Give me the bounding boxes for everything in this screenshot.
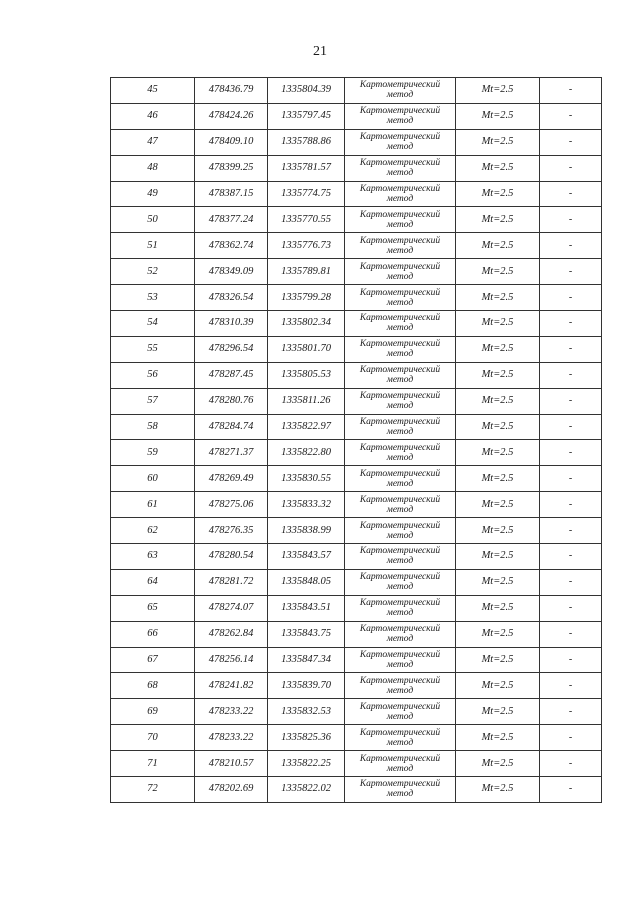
y-coordinate-cell: 1335802.34 <box>268 311 345 337</box>
method-line-2: метод <box>386 660 414 671</box>
note-cell: - <box>540 725 602 751</box>
accuracy-cell: Mt=2.5 <box>456 285 540 311</box>
method-line-2: метод <box>386 556 414 567</box>
x-coordinate-cell: 478233.22 <box>195 699 268 725</box>
note-cell: - <box>540 233 602 259</box>
y-coordinate-cell: 1335804.39 <box>268 78 345 104</box>
x-coordinate-cell: 478377.24 <box>195 207 268 233</box>
note-cell: - <box>540 414 602 440</box>
y-coordinate-cell: 1335830.55 <box>268 466 345 492</box>
method-line-2: метод <box>386 349 414 360</box>
method-cell <box>345 362 456 388</box>
y-coordinate-cell: 1335822.02 <box>268 777 345 803</box>
method-cell <box>345 336 456 362</box>
table-row <box>111 388 602 414</box>
y-coordinate-cell: 1335822.80 <box>268 440 345 466</box>
point-number-cell: 66 <box>111 621 195 647</box>
accuracy-cell: Mt=2.5 <box>456 699 540 725</box>
accuracy-cell: Mt=2.5 <box>456 78 540 104</box>
note-cell: - <box>540 595 602 621</box>
table-row <box>111 414 602 440</box>
accuracy-cell: Mt=2.5 <box>456 207 540 233</box>
method-line-1: Картометрический <box>359 442 441 453</box>
point-number-cell: 50 <box>111 207 195 233</box>
note-cell: - <box>540 777 602 803</box>
method-line-2: метод <box>386 142 414 153</box>
accuracy-cell: Mt=2.5 <box>456 751 540 777</box>
method-line-1: Картометрический <box>359 572 441 583</box>
x-coordinate-cell: 478310.39 <box>195 311 268 337</box>
method-line-1: Картометрический <box>359 391 441 402</box>
y-coordinate-cell: 1335797.45 <box>268 103 345 129</box>
method-line-2: метод <box>386 504 414 515</box>
point-number-cell: 67 <box>111 647 195 673</box>
method-cell <box>345 155 456 181</box>
table-row <box>111 647 602 673</box>
method-line-1: Картометрический <box>359 339 441 350</box>
x-coordinate-cell: 478262.84 <box>195 621 268 647</box>
note-cell: - <box>540 285 602 311</box>
method-cell <box>345 492 456 518</box>
method-line-2: метод <box>386 194 414 204</box>
note-cell: - <box>540 155 602 181</box>
method-line-1: Картометрический <box>359 132 441 143</box>
x-coordinate-cell: 478424.26 <box>195 103 268 129</box>
method-cell <box>345 751 456 777</box>
method-line-2: метод <box>386 219 414 230</box>
coordinates-table <box>110 77 602 803</box>
table-row <box>111 207 602 233</box>
table-row <box>111 440 602 466</box>
accuracy-cell: Mt=2.5 <box>456 544 540 570</box>
method-line-2: метод <box>386 608 414 619</box>
point-number-cell: 53 <box>111 285 195 311</box>
y-coordinate-cell: 1335789.81 <box>268 259 345 285</box>
y-coordinate-cell: 1335847.34 <box>268 647 345 673</box>
method-cell <box>345 103 456 129</box>
y-coordinate-cell: 1335774.75 <box>268 181 345 207</box>
method-line-2: метод <box>386 582 414 593</box>
method-line-1: Картометрический <box>359 494 441 505</box>
point-number-cell: 57 <box>111 388 195 414</box>
method-line-1: Картометрический <box>359 209 441 220</box>
point-number-cell: 61 <box>111 492 195 518</box>
method-cell <box>345 699 456 725</box>
method-cell <box>345 207 456 233</box>
accuracy-cell: Mt=2.5 <box>456 388 540 414</box>
y-coordinate-cell: 1335843.75 <box>268 621 345 647</box>
point-number-cell: 45 <box>111 78 195 104</box>
y-coordinate-cell: 1335781.57 <box>268 155 345 181</box>
point-number-cell: 47 <box>111 129 195 155</box>
point-number-cell: 72 <box>111 777 195 803</box>
method-cell <box>345 647 456 673</box>
method-line-1: Картометрический <box>359 158 441 169</box>
accuracy-cell: Mt=2.5 <box>456 362 540 388</box>
point-number-cell: 69 <box>111 699 195 725</box>
x-coordinate-cell: 478387.15 <box>195 181 268 207</box>
point-number-cell: 52 <box>111 259 195 285</box>
method-line-2: метод <box>386 634 414 645</box>
method-line-1: Картометрический <box>359 650 441 661</box>
x-coordinate-cell: 478326.54 <box>195 285 268 311</box>
x-coordinate-cell: 478269.49 <box>195 466 268 492</box>
method-line-2: метод <box>386 401 414 412</box>
point-number-cell: 65 <box>111 595 195 621</box>
method-line-2: метод <box>386 168 414 179</box>
point-number-cell: 49 <box>111 181 195 207</box>
table-row <box>111 544 602 570</box>
table-row <box>111 78 602 104</box>
table-row <box>111 311 602 337</box>
accuracy-cell: Mt=2.5 <box>456 647 540 673</box>
note-cell: - <box>540 207 602 233</box>
accuracy-cell: Mt=2.5 <box>456 233 540 259</box>
table-row <box>111 751 602 777</box>
method-cell <box>345 388 456 414</box>
note-cell: - <box>540 259 602 285</box>
method-line-1: Картометрический <box>359 779 441 790</box>
x-coordinate-cell: 478271.37 <box>195 440 268 466</box>
note-cell: - <box>540 311 602 337</box>
accuracy-cell: Mt=2.5 <box>456 181 540 207</box>
accuracy-cell: Mt=2.5 <box>456 414 540 440</box>
note-cell: - <box>540 78 602 104</box>
accuracy-cell: Mt=2.5 <box>456 466 540 492</box>
method-line-2: метод <box>386 90 414 101</box>
method-cell <box>345 414 456 440</box>
method-line-1: Картометрический <box>359 313 441 324</box>
x-coordinate-cell: 478349.09 <box>195 259 268 285</box>
method-line-1: Картометрический <box>359 184 441 194</box>
method-cell <box>345 725 456 751</box>
method-line-2: метод <box>386 530 414 541</box>
x-coordinate-cell: 478399.25 <box>195 155 268 181</box>
table-row <box>111 595 602 621</box>
table-row <box>111 259 602 285</box>
accuracy-cell: Mt=2.5 <box>456 129 540 155</box>
note-cell: - <box>540 673 602 699</box>
note-cell: - <box>540 647 602 673</box>
accuracy-cell: Mt=2.5 <box>456 569 540 595</box>
method-line-2: метод <box>386 116 414 127</box>
method-cell <box>345 518 456 544</box>
table-row <box>111 181 602 207</box>
table-row <box>111 569 602 595</box>
note-cell: - <box>540 492 602 518</box>
table-row <box>111 233 602 259</box>
method-cell <box>345 777 456 803</box>
y-coordinate-cell: 1335805.53 <box>268 362 345 388</box>
method-line-2: метод <box>386 478 414 489</box>
point-number-cell: 68 <box>111 673 195 699</box>
table-row <box>111 362 602 388</box>
note-cell: - <box>540 129 602 155</box>
accuracy-cell: Mt=2.5 <box>456 777 540 803</box>
table-row <box>111 155 602 181</box>
method-line-2: метод <box>386 271 414 282</box>
method-cell <box>345 233 456 259</box>
x-coordinate-cell: 478436.79 <box>195 78 268 104</box>
point-number-cell: 58 <box>111 414 195 440</box>
table-row <box>111 103 602 129</box>
x-coordinate-cell: 478284.74 <box>195 414 268 440</box>
note-cell: - <box>540 362 602 388</box>
method-cell <box>345 285 456 311</box>
method-line-2: метод <box>386 711 414 722</box>
table-row <box>111 492 602 518</box>
method-line-1: Картометрический <box>359 235 441 246</box>
point-number-cell: 64 <box>111 569 195 595</box>
method-line-1: Картометрический <box>359 468 441 479</box>
accuracy-cell: Mt=2.5 <box>456 725 540 751</box>
method-line-1: Картометрический <box>359 727 441 738</box>
method-line-1: Картометрический <box>359 261 441 272</box>
method-cell <box>345 259 456 285</box>
method-cell <box>345 440 456 466</box>
x-coordinate-cell: 478280.76 <box>195 388 268 414</box>
y-coordinate-cell: 1335801.70 <box>268 336 345 362</box>
y-coordinate-cell: 1335776.73 <box>268 233 345 259</box>
y-coordinate-cell: 1335838.99 <box>268 518 345 544</box>
point-number-cell: 54 <box>111 311 195 337</box>
method-cell <box>345 311 456 337</box>
method-line-2: метод <box>386 297 414 308</box>
point-number-cell: 60 <box>111 466 195 492</box>
y-coordinate-cell: 1335832.53 <box>268 699 345 725</box>
point-number-cell: 48 <box>111 155 195 181</box>
method-cell <box>345 544 456 570</box>
x-coordinate-cell: 478281.72 <box>195 569 268 595</box>
page-number: 21 <box>313 44 327 59</box>
method-line-2: метод <box>386 245 414 256</box>
point-number-cell: 59 <box>111 440 195 466</box>
y-coordinate-cell: 1335788.86 <box>268 129 345 155</box>
x-coordinate-cell: 478280.54 <box>195 544 268 570</box>
point-number-cell: 55 <box>111 336 195 362</box>
method-line-1: Картометрический <box>359 624 441 635</box>
method-line-2: метод <box>386 737 414 748</box>
accuracy-cell: Mt=2.5 <box>456 103 540 129</box>
accuracy-cell: Mt=2.5 <box>456 518 540 544</box>
method-cell <box>345 181 456 207</box>
method-line-1: Картометрический <box>359 287 441 298</box>
method-cell <box>345 595 456 621</box>
method-line-2: метод <box>386 375 414 386</box>
point-number-cell: 56 <box>111 362 195 388</box>
table-row <box>111 725 602 751</box>
accuracy-cell: Mt=2.5 <box>456 311 540 337</box>
point-number-cell: 51 <box>111 233 195 259</box>
method-line-2: метод <box>386 789 414 800</box>
table-row <box>111 518 602 544</box>
table-row <box>111 285 602 311</box>
method-line-1: Картометрический <box>359 520 441 531</box>
point-number-cell: 63 <box>111 544 195 570</box>
table-row <box>111 129 602 155</box>
method-line-1: Картометрический <box>359 417 441 428</box>
coordinates-table-body <box>111 78 602 803</box>
x-coordinate-cell: 478275.06 <box>195 492 268 518</box>
x-coordinate-cell: 478274.07 <box>195 595 268 621</box>
y-coordinate-cell: 1335839.70 <box>268 673 345 699</box>
method-cell <box>345 78 456 104</box>
x-coordinate-cell: 478210.57 <box>195 751 268 777</box>
note-cell: - <box>540 466 602 492</box>
accuracy-cell: Mt=2.5 <box>456 440 540 466</box>
note-cell: - <box>540 544 602 570</box>
note-cell: - <box>540 699 602 725</box>
x-coordinate-cell: 478202.69 <box>195 777 268 803</box>
accuracy-cell: Mt=2.5 <box>456 595 540 621</box>
point-number-cell: 46 <box>111 103 195 129</box>
y-coordinate-cell: 1335811.26 <box>268 388 345 414</box>
method-cell <box>345 466 456 492</box>
note-cell: - <box>540 388 602 414</box>
method-cell <box>345 129 456 155</box>
y-coordinate-cell: 1335833.32 <box>268 492 345 518</box>
note-cell: - <box>540 336 602 362</box>
accuracy-cell: Mt=2.5 <box>456 621 540 647</box>
note-cell: - <box>540 621 602 647</box>
table-row <box>111 777 602 803</box>
method-line-1: Картометрический <box>359 675 441 686</box>
method-line-2: метод <box>386 452 414 463</box>
point-number-cell: 70 <box>111 725 195 751</box>
method-line-1: Картометрический <box>359 701 441 712</box>
y-coordinate-cell: 1335848.05 <box>268 569 345 595</box>
y-coordinate-cell: 1335770.55 <box>268 207 345 233</box>
method-line-1: Картометрический <box>359 753 441 764</box>
note-cell: - <box>540 103 602 129</box>
x-coordinate-cell: 478296.54 <box>195 336 268 362</box>
x-coordinate-cell: 478256.14 <box>195 647 268 673</box>
note-cell: - <box>540 569 602 595</box>
x-coordinate-cell: 478409.10 <box>195 129 268 155</box>
x-coordinate-cell: 478233.22 <box>195 725 268 751</box>
y-coordinate-cell: 1335822.97 <box>268 414 345 440</box>
x-coordinate-cell: 478362.74 <box>195 233 268 259</box>
y-coordinate-cell: 1335843.57 <box>268 544 345 570</box>
table-row <box>111 466 602 492</box>
table-row <box>111 621 602 647</box>
method-line-2: метод <box>386 323 414 334</box>
y-coordinate-cell: 1335843.51 <box>268 595 345 621</box>
method-line-1: Картометрический <box>359 598 441 609</box>
y-coordinate-cell: 1335825.36 <box>268 725 345 751</box>
method-line-2: метод <box>386 427 414 438</box>
table-row <box>111 336 602 362</box>
y-coordinate-cell: 1335822.25 <box>268 751 345 777</box>
method-cell <box>345 673 456 699</box>
accuracy-cell: Mt=2.5 <box>456 336 540 362</box>
note-cell: - <box>540 751 602 777</box>
method-line-2: метод <box>386 763 414 774</box>
method-cell <box>345 569 456 595</box>
accuracy-cell: Mt=2.5 <box>456 259 540 285</box>
accuracy-cell: Mt=2.5 <box>456 492 540 518</box>
point-number-cell: 71 <box>111 751 195 777</box>
note-cell: - <box>540 181 602 207</box>
method-line-2: метод <box>386 685 414 696</box>
table-row <box>111 673 602 699</box>
x-coordinate-cell: 478276.35 <box>195 518 268 544</box>
y-coordinate-cell: 1335799.28 <box>268 285 345 311</box>
note-cell: - <box>540 440 602 466</box>
accuracy-cell: Mt=2.5 <box>456 673 540 699</box>
method-line-1: Картометрический <box>359 365 441 376</box>
method-cell <box>345 621 456 647</box>
accuracy-cell: Mt=2.5 <box>456 155 540 181</box>
method-line-1: Картометрический <box>359 80 441 91</box>
method-line-1: Картометрический <box>359 106 441 117</box>
point-number-cell: 62 <box>111 518 195 544</box>
method-line-1: Картометрический <box>359 546 441 557</box>
x-coordinate-cell: 478241.82 <box>195 673 268 699</box>
note-cell: - <box>540 518 602 544</box>
table-row <box>111 699 602 725</box>
x-coordinate-cell: 478287.45 <box>195 362 268 388</box>
